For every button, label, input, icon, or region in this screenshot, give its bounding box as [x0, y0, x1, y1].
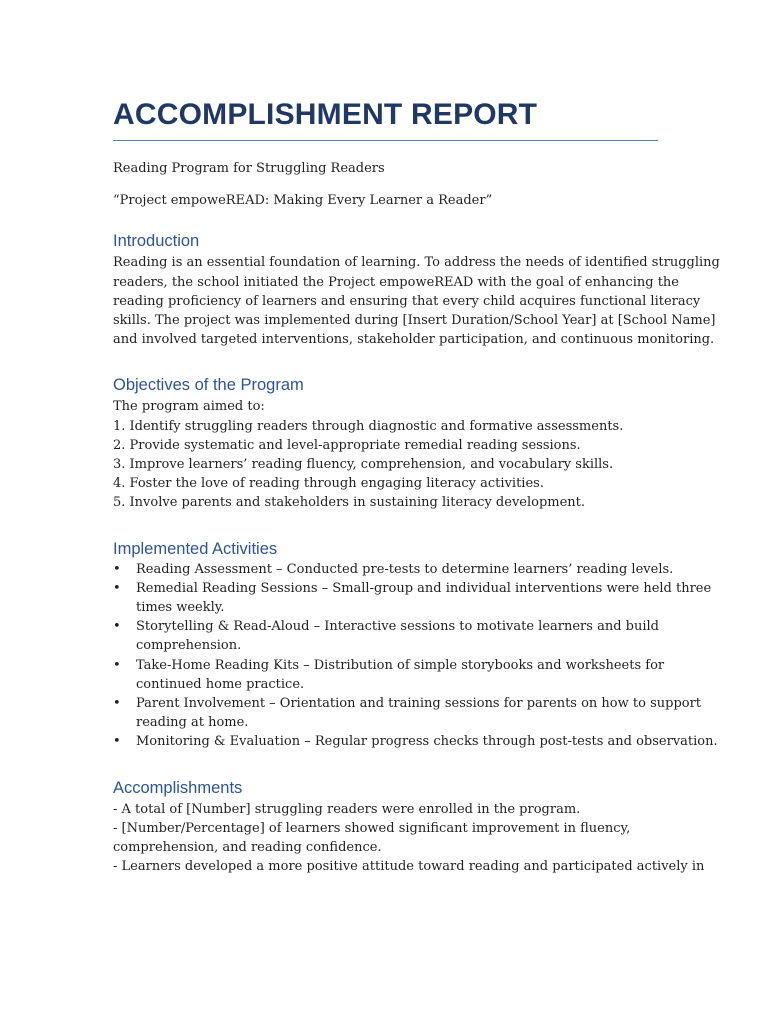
activity-line: reading at home.: [136, 715, 249, 731]
report-subtitle: Reading Program for Struggling Readers: [113, 161, 385, 176]
report-title: ACCOMPLISHMENT REPORT: [113, 96, 658, 141]
activity-line: Reading Assessment – Conducted pre-tests to determine learners’ reading levels.: [136, 561, 674, 577]
activity-line: Remedial Reading Sessions – Small-group and individual interventions were held three: [136, 580, 712, 596]
accomplishment-line: - A total of [Number] struggling readers were enrolled in the program.: [113, 801, 581, 817]
activity-item: [113, 694, 702, 732]
introduction-line: and involved targeted interventions, stakeholder participation, and continuous monitoring.: [113, 332, 715, 348]
activity-item: [113, 617, 658, 655]
activity-line: Storytelling & Read-Aloud – Interactive sessions to motivate learners and build: [136, 619, 659, 635]
objective-item: 4. Foster the love of reading through engaging literacy activities.: [113, 476, 544, 492]
bullet-icon: •: [113, 580, 121, 596]
activities-heading: Implemented Activities: [113, 539, 278, 558]
bullet-icon: •: [113, 561, 121, 577]
activity-line: Take-Home Reading Kits – Distribution of simple storybooks and worksheets for: [136, 657, 665, 673]
accomplishment-line: comprehension, and reading confidence.: [113, 840, 382, 856]
bullet-icon: •: [113, 696, 121, 712]
introduction-heading: Introduction: [113, 232, 200, 251]
activity-line: Monitoring & Evaluation – Regular progress checks through post-tests and observation.: [136, 734, 718, 750]
bullet-icon: •: [113, 734, 121, 750]
activity-item: [113, 560, 674, 579]
activity-item: [113, 732, 718, 751]
introduction-line: skills. The project was implemented during [Insert Duration/School Year] at [School Name]: [113, 313, 716, 329]
accomplishments-heading: Accomplishments: [113, 778, 243, 797]
activity-item: [113, 656, 665, 694]
accomplishment-line: - Learners developed a more positive attitude toward reading and participated actively in: [113, 859, 705, 875]
bullet-icon: •: [113, 619, 121, 635]
activity-item: [113, 579, 712, 617]
accomplishments-list: [113, 800, 705, 877]
bullet-icon: •: [113, 657, 121, 673]
activities-list: [113, 560, 718, 752]
activity-line: comprehension.: [136, 638, 242, 654]
objective-item: 3. Improve learners’ reading fluency, comprehension, and vocabulary skills.: [113, 457, 614, 473]
objectives-list: [113, 397, 658, 512]
introduction-line: readers, the school initiated the Project empoweREAD with the goal of enhancing the: [113, 274, 680, 290]
objective-item: 5. Involve parents and stakeholders in sustaining literacy development.: [113, 495, 586, 511]
activity-line: times weekly.: [136, 600, 225, 616]
introduction-paragraph: [113, 253, 720, 349]
introduction-line: reading proficiency of learners and ensuring that every child acquires functional literacy: [113, 293, 701, 309]
objectives-intro: The program aimed to:: [113, 399, 265, 415]
objectives-heading: Objectives of the Program: [113, 376, 304, 395]
introduction-line: Reading is an essential foundation of learning. To address the needs of identified struggling: [113, 255, 720, 271]
objective-item: 2. Provide systematic and level-appropriate remedial reading sessions.: [113, 437, 581, 453]
accomplishment-line: - [Number/Percentage] of learners showed significant improvement in fluency,: [113, 820, 631, 836]
activity-line: continued home practice.: [136, 676, 305, 692]
project-tagline: “Project empoweREAD: Making Every Learner a Reader”: [113, 193, 493, 209]
objective-item: 1. Identify struggling readers through diagnostic and formative assessments.: [113, 418, 624, 434]
document-page: [113, 96, 720, 876]
activity-line: Parent Involvement – Orientation and training sessions for parents on how to support: [136, 696, 702, 712]
